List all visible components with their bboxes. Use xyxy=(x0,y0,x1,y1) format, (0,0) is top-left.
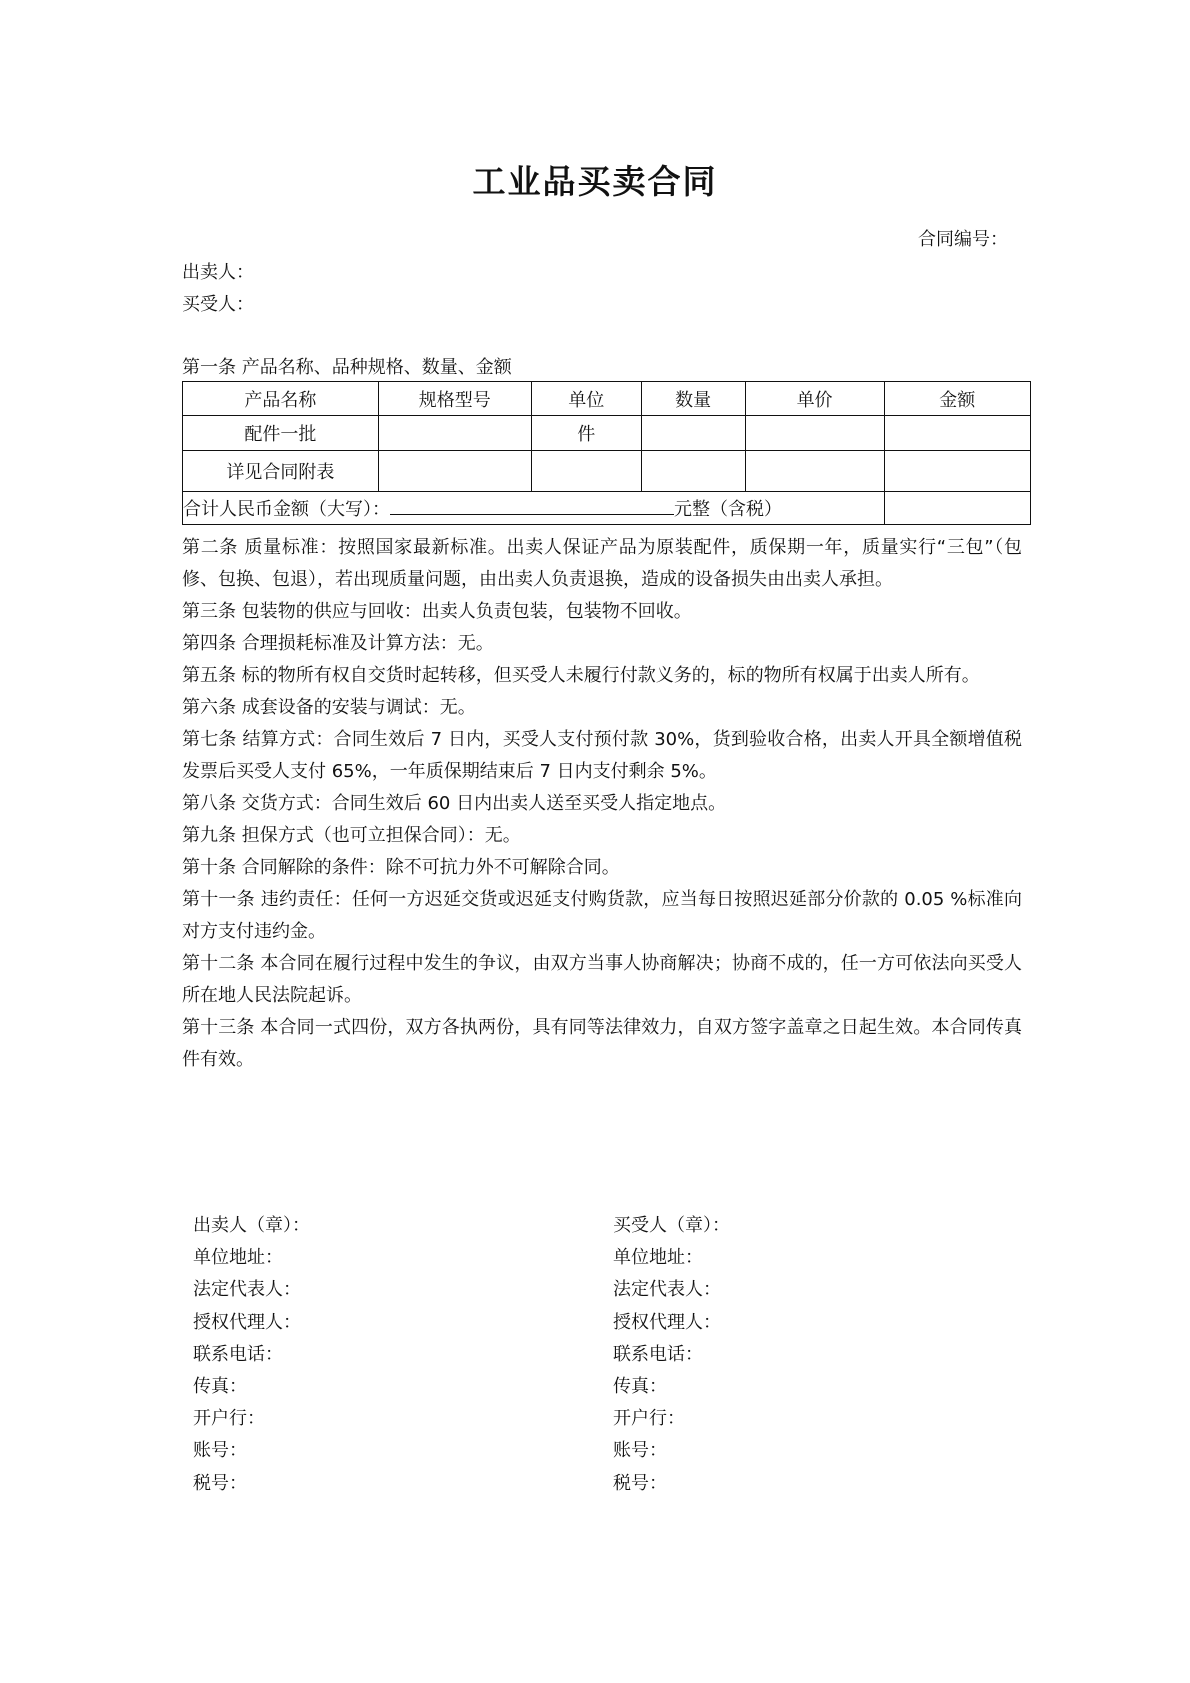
clause-3: 第三条 包装物的供应与回收：出卖人负责包装，包装物不回收。 xyxy=(182,601,692,622)
table-cell xyxy=(745,451,884,492)
buyer-tax-no-label: 税号： xyxy=(613,1472,667,1494)
seller-signature-block xyxy=(193,1210,310,1500)
table-cell xyxy=(884,416,1030,451)
clause-6: 第六条 成套设备的安装与调试：无。 xyxy=(182,697,476,718)
clause-5: 第五条 标的物所有权自交货时起转移，但买受人未履行付款义务的，标的物所有权属于出卖人所有。 xyxy=(182,665,980,686)
table-cell xyxy=(745,416,884,451)
seller-agent-label: 授权代理人： xyxy=(193,1311,301,1333)
table-cell: 配件一批 xyxy=(183,416,379,451)
table-row xyxy=(183,451,1031,492)
seller-seal-label: 出卖人（章）： xyxy=(193,1215,310,1236)
buyer-legal-rep-label: 法定代表人： xyxy=(613,1279,721,1301)
header-cell: 规格型号 xyxy=(378,382,531,416)
buyer-fax-label: 传真： xyxy=(613,1376,667,1398)
total-amount-blank xyxy=(390,496,674,515)
buyer-address-label: 单位地址： xyxy=(613,1247,703,1269)
contract-number-label: 合同编号： xyxy=(918,229,1008,250)
product-table xyxy=(182,381,1031,525)
clause-2: 第二条 质量标准：按照国家最新标准。出卖人保证产品为原装配件，质保期一年，质量实行“三包”（包修、包换、包退），若出现质量问题，由出卖人负责退换，造成的设备损失由出卖人承担。 xyxy=(182,537,1022,590)
table-cell: 件 xyxy=(531,416,641,451)
header-cell: 金额 xyxy=(884,382,1030,416)
table-cell xyxy=(531,451,641,492)
header-cell: 单位 xyxy=(531,382,641,416)
table-cell xyxy=(378,416,531,451)
header-cell: 产品名称 xyxy=(183,382,379,416)
seller-address-label: 单位地址： xyxy=(193,1247,283,1269)
table-cell: 详见合同附表 xyxy=(183,451,379,492)
section1-title: 第一条 产品名称、品种规格、数量、金额 xyxy=(182,357,512,378)
buyer-bank-label: 开户行： xyxy=(613,1408,685,1430)
buyer-agent-label: 授权代理人： xyxy=(613,1311,721,1333)
document-title: 工业品买卖合同 xyxy=(472,162,718,201)
clause-12: 第十二条 本合同在履行过程中发生的争议，由双方当事人协商解决；协商不成的，任一方可依法向买受人所在地人民法院起诉。 xyxy=(182,953,1022,1006)
table-cell xyxy=(641,451,745,492)
seller-bank-label: 开户行： xyxy=(193,1408,265,1430)
seller-legal-rep-label: 法定代表人： xyxy=(193,1279,301,1301)
buyer-signature-block xyxy=(613,1210,730,1500)
table-cell xyxy=(378,451,531,492)
table-cell xyxy=(641,416,745,451)
table-header-row xyxy=(183,382,1031,416)
clause-11: 第十一条 违约责任：任何一方迟延交货或迟延支付购货款，应当每日按照迟延部分价款的 0.05 %标准向对方支付违约金。 xyxy=(182,889,1022,942)
clauses xyxy=(182,532,1022,1076)
header-cell: 单价 xyxy=(745,382,884,416)
total-amount-prefix: 合计人民币金额（大写）： xyxy=(183,499,390,520)
clause-8: 第八条 交货方式：合同生效后 60 日内出卖人送至买受人指定地点。 xyxy=(182,793,727,814)
clause-10: 第十条 合同解除的条件：除不可抗力外不可解除合同。 xyxy=(182,857,620,878)
seller-phone-label: 联系电话： xyxy=(193,1343,283,1365)
table-total-row xyxy=(183,492,1031,525)
total-amount-cell xyxy=(183,492,885,525)
seller-label: 出卖人： xyxy=(182,262,254,283)
clause-13: 第十三条 本合同一式四份，双方各执两份，具有同等法律效力，自双方签字盖章之日起生效。本合同传真件有效。 xyxy=(182,1017,1022,1070)
seller-account-label: 账号： xyxy=(193,1440,247,1462)
buyer-account-label: 账号： xyxy=(613,1440,667,1462)
seller-fax-label: 传真： xyxy=(193,1376,247,1398)
clause-4: 第四条 合理损耗标准及计算方法：无。 xyxy=(182,633,494,654)
total-amount-suffix: 元整（含税） xyxy=(674,499,782,520)
clause-9: 第九条 担保方式（也可立担保合同）：无。 xyxy=(182,825,521,846)
table-cell xyxy=(884,451,1030,492)
total-amount-value-cell xyxy=(884,492,1030,525)
buyer-seal-label: 买受人（章）： xyxy=(613,1215,730,1236)
buyer-phone-label: 联系电话： xyxy=(613,1343,703,1365)
buyer-label: 买受人： xyxy=(182,294,254,315)
seller-tax-no-label: 税号： xyxy=(193,1472,247,1494)
table-row xyxy=(183,416,1031,451)
header-cell: 数量 xyxy=(641,382,745,416)
clause-7: 第七条 结算方式：合同生效后 7 日内，买受人支付预付款 30%，货到验收合格，出卖人开具全额增值税发票后买受人支付 65%，一年质保期结束后 7 日内支付剩余 5%。 xyxy=(182,729,1022,782)
